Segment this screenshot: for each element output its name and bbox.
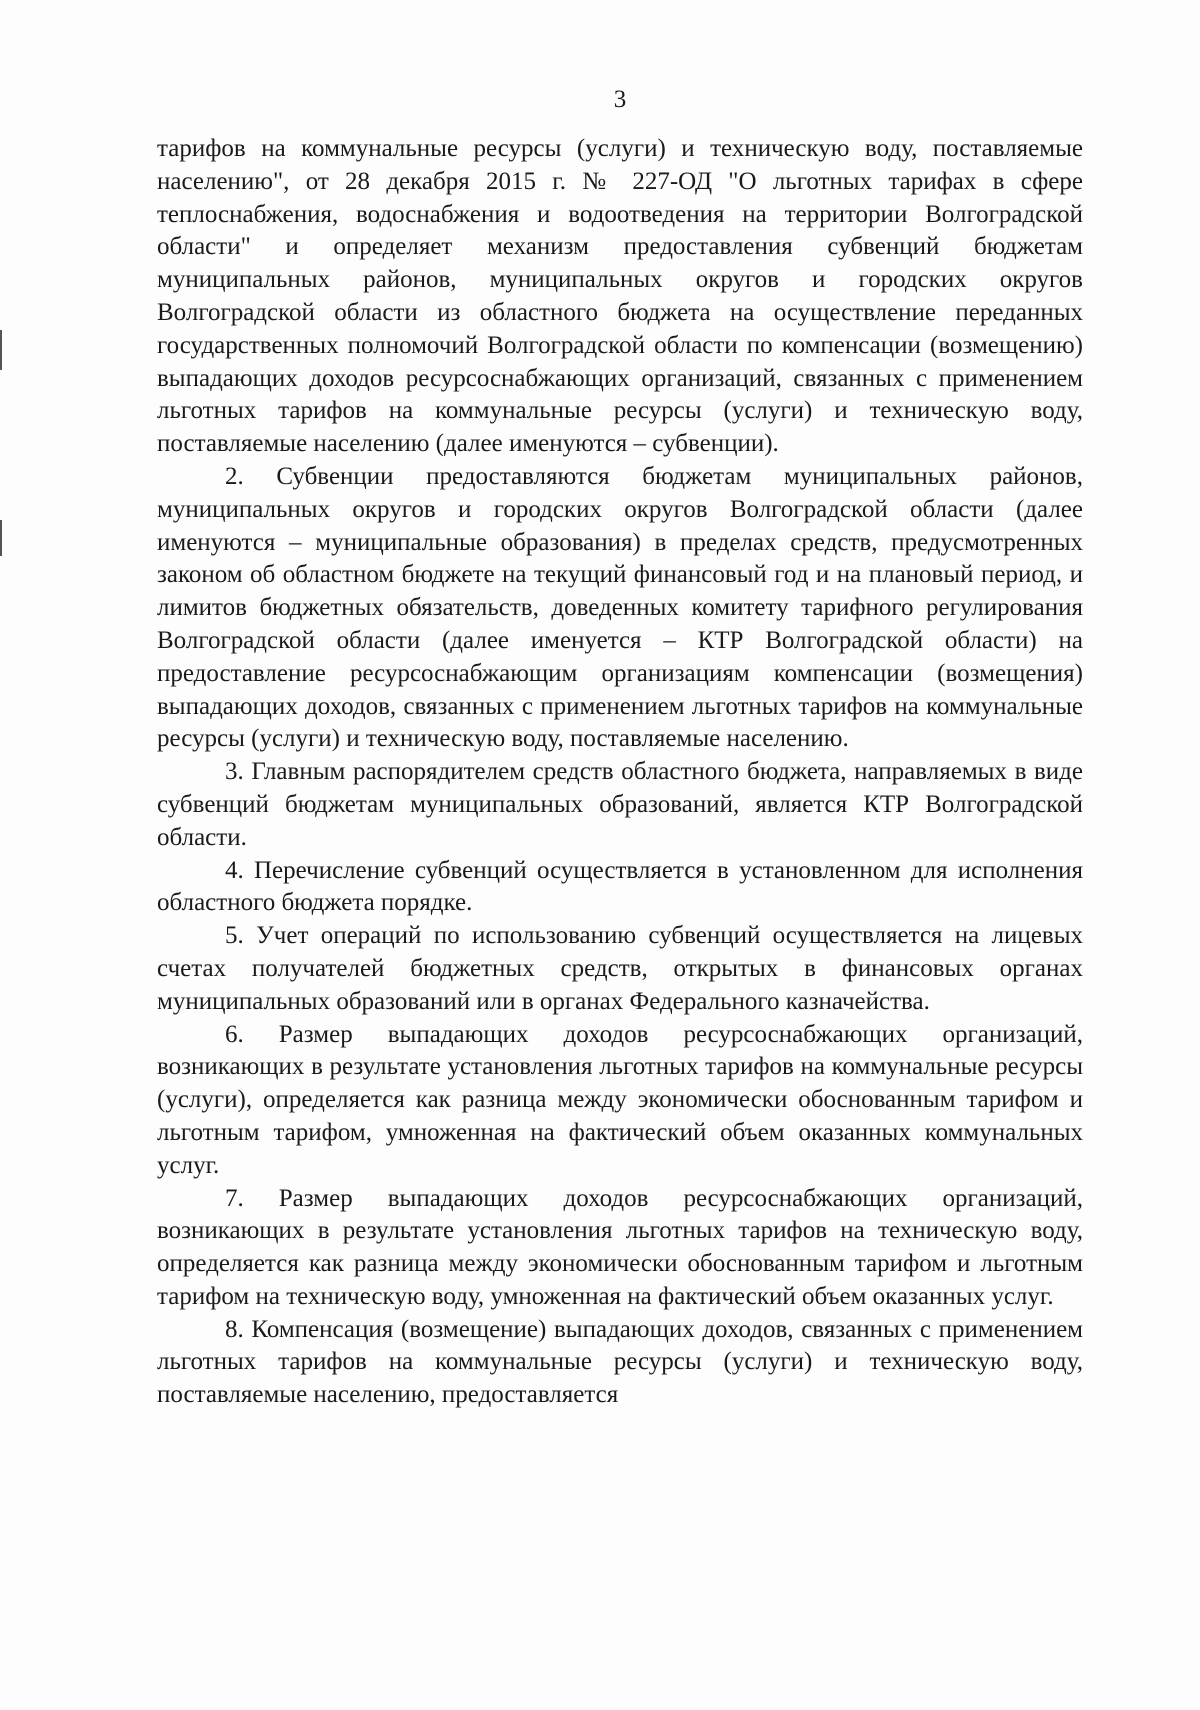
scan-edge-mark xyxy=(0,520,2,556)
paragraph-2: 2. Субвенции предоставляются бюджетам муниципальных районов, муниципальных округов и городских округов Волгоградской области (далее именуются – муниципальные образования) в пределах средств, предусмотренных законом об областном бюджете на текущий финансовый год и на плановый период, и лимитов бюджетных обязательств, доведенных комитету тарифного регулирования Волгоградской области (далее именуется – КТР Волгоградской области) на предоставление ресурсоснабжающим организациям компенсации (возмещения) выпадающих доходов, связанных с применением льготных тарифов на коммунальные ресурсы (услуги) и техническую воду, поставляемые населению. xyxy=(157,462,1083,753)
scan-edge-mark xyxy=(0,330,2,370)
paragraph-4: 4. Перечисление субвенций осуществляется в установленном для исполнения областного бюджета порядке. xyxy=(157,856,1083,917)
paragraph-6: 6. Размер выпадающих доходов ресурсоснабжающих организаций, возникающих в результате установления льготных тарифов на коммунальные ресурсы (услуги), определяется как разница между экономически обоснованным тарифом и льготным тарифом, умноженная на фактический объем оказанных коммунальных услуг. xyxy=(157,1020,1083,1179)
page-number: 3 xyxy=(613,86,627,113)
document-body xyxy=(157,133,1083,1412)
paragraph-7: 7. Размер выпадающих доходов ресурсоснабжающих организаций, возникающих в результате установления льготных тарифов на техническую воду, определяется как разница между экономически обоснованным тарифом и льготным тарифом на техническую воду, умноженная на фактический объем оказанных услуг. xyxy=(157,1184,1083,1310)
paragraph-8: 8. Компенсация (возмещение) выпадающих доходов, связанных с применением льготных тарифов на коммунальные ресурсы (услуги) и техническую воду, поставляемые населению, предоставляется xyxy=(157,1315,1083,1409)
paragraph-3: 3. Главным распорядителем средств областного бюджета, направляемых в виде субвенций бюджетам муниципальных образований, является КТР Волгоградской области. xyxy=(157,758,1083,851)
paragraph-5: 5. Учет операций по использованию субвенций осуществляется на лицевых счетах получателей бюджетных средств, открытых в финансовых органах муниципальных образований или в органах Федерального казначейства. xyxy=(157,922,1083,1015)
paragraph-1-continuation: тарифов на коммунальные ресурсы (услуги) и техническую воду, поставляемые населению", от 28 декабря 2015 г. № 227-ОД "О льготных тарифах в сфере теплоснабжения, водоснабжения и водоотведения на территории Волгоградской области" и определяет механизм предоставления субвенций бюджетам муниципальных районов, муниципальных округов и городских округов Волгоградской области из областного бюджета на осуществление переданных государственных полномочий Волгоградской области по компенсации (возмещению) выпадающих доходов ресурсоснабжающих организаций, связанных с применением льготных тарифов на коммунальные ресурсы (услуги) и техническую воду, поставляемые населению (далее именуются – субвенции). xyxy=(157,135,1083,458)
